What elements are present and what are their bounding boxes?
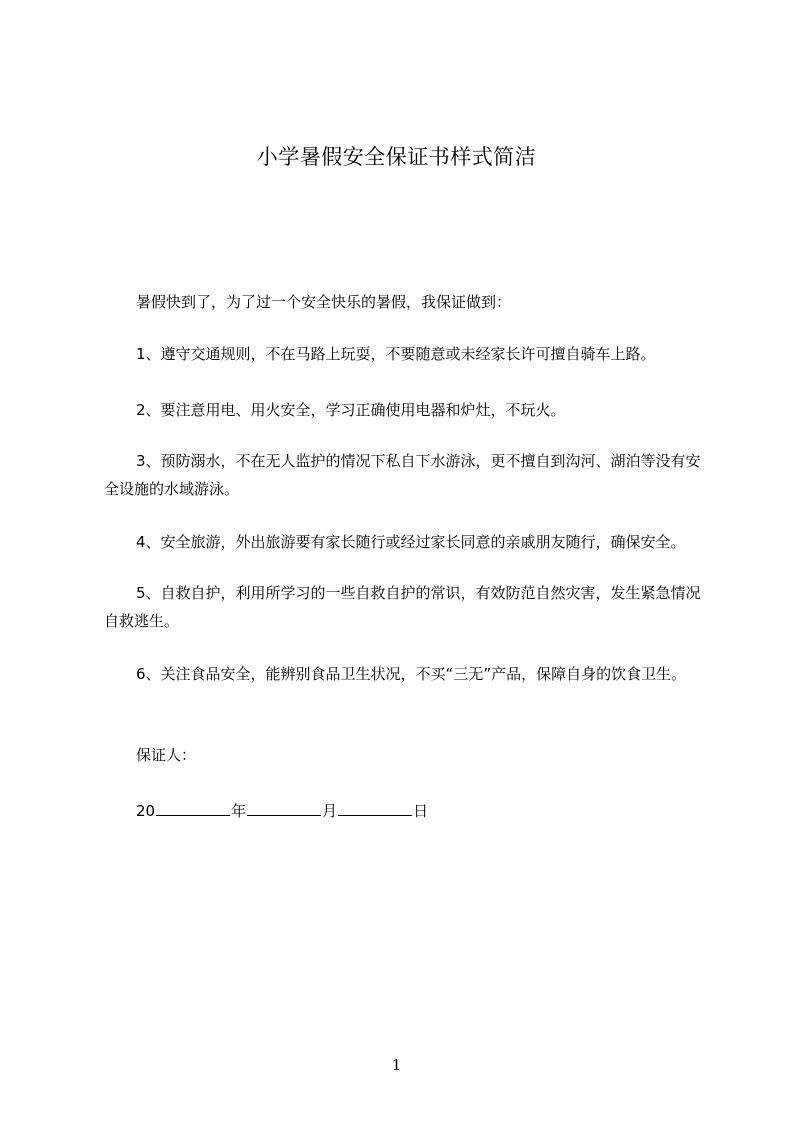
month-blank: [247, 799, 321, 816]
date-month-label: 月: [322, 802, 338, 820]
intro-paragraph: 暑假快到了，为了过一个安全快乐的暑假，我保证做到：: [136, 293, 512, 311]
day-blank: [338, 799, 412, 816]
pledge-item-6: 6、关注食品安全，能辨别食品卫生状况，不买“三无”产品，保障自身的饮食卫生。: [136, 665, 687, 683]
date-day-label: 日: [413, 802, 429, 820]
date-line: [136, 797, 428, 825]
document-title: 小学暑假安全保证书样式简洁: [256, 145, 537, 169]
page-number: 1: [391, 1056, 402, 1074]
year-blank: [156, 799, 230, 816]
date-year-prefix: 20: [136, 802, 156, 820]
pledge-item-3: 3、预防溺水，不在无人监护的情况下私自下水游泳，更不擅自到沟河、湖泊等没有安全设施的水域游泳。: [104, 452, 701, 498]
pledge-item-2: 2、要注意用电、用火安全，学习正确使用电器和炉灶，不玩火。: [136, 401, 566, 419]
signer-label: 保证人：: [136, 746, 197, 764]
pledge-item-4: 4、安全旅游，外出旅游要有家长随行或经过家长同意的亲戚朋友随行，确保安全。: [136, 533, 686, 551]
pledge-item-5: 5、自救自护，利用所学习的一些自救自护的常识，有效防范自然灾害，发生紧急情况自救逃生。: [104, 584, 701, 630]
pledge-item-1: 1、遵守交通规则，不在马路上玩耍，不要随意或未经家长许可擅自骑车上路。: [136, 345, 656, 363]
date-year-label: 年: [231, 802, 247, 820]
